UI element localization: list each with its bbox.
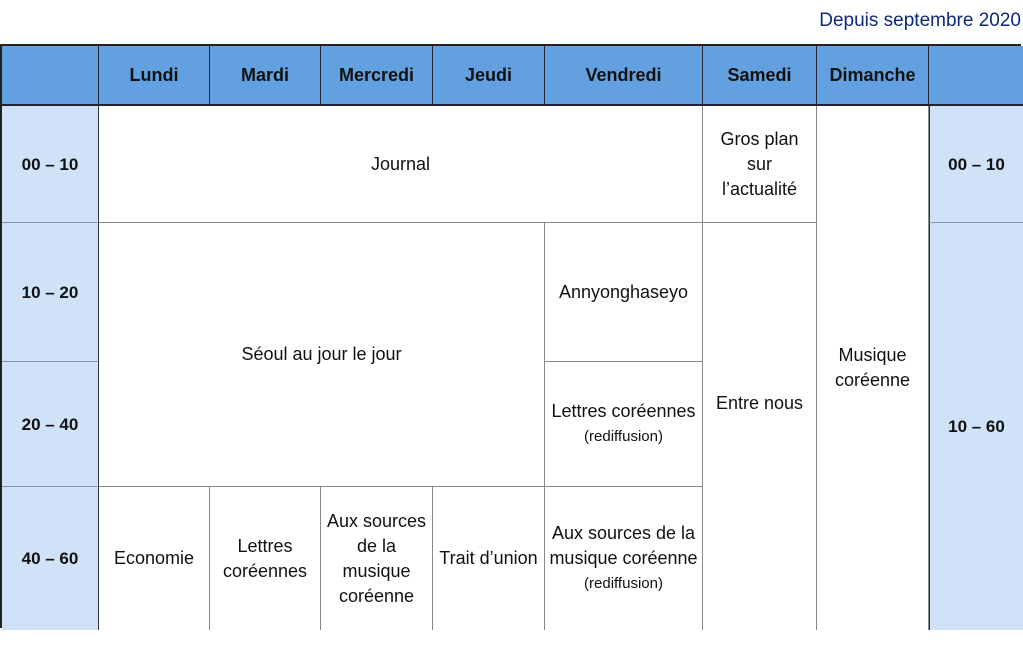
program-lettres-rediffusion bbox=[545, 362, 703, 487]
header-day-dimanche: Dimanche bbox=[817, 46, 929, 106]
program-entre-nous: Entre nous bbox=[703, 223, 817, 630]
header-day-mercredi: Mercredi bbox=[321, 46, 433, 106]
time-slot-right: 00 – 10 bbox=[929, 106, 1023, 223]
time-slot-left: 00 – 10 bbox=[2, 106, 99, 223]
schedule-subtitle: Depuis septembre 2020 bbox=[819, 10, 1021, 31]
header-day-samedi: Samedi bbox=[703, 46, 817, 106]
program-journal: Journal bbox=[99, 106, 703, 223]
header-corner-right bbox=[929, 46, 1023, 106]
time-slot-left: 10 – 20 bbox=[2, 223, 99, 362]
program-lettres-coreennes: Lettres coréennes bbox=[210, 487, 321, 630]
program-aux-sources: Aux sources de la musique coréenne bbox=[321, 487, 433, 630]
program-economie: Economie bbox=[99, 487, 210, 630]
schedule-table bbox=[0, 44, 1021, 628]
header-day-vendredi: Vendredi bbox=[545, 46, 703, 106]
program-seoul: Séoul au jour le jour bbox=[99, 223, 545, 487]
header-day-mardi: Mardi bbox=[210, 46, 321, 106]
header-day-lundi: Lundi bbox=[99, 46, 210, 106]
program-musique-coreenne: Musique coréenne bbox=[817, 106, 929, 630]
program-title: Aux sources de la musique coréenne bbox=[549, 523, 698, 568]
rediffusion-note: (rediffusion) bbox=[584, 428, 663, 445]
program-gros-plan: Gros plan sur l’actualité bbox=[703, 106, 817, 223]
program-title: Lettres coréennes bbox=[551, 401, 696, 421]
header-day-jeudi: Jeudi bbox=[433, 46, 545, 106]
time-slot-left: 20 – 40 bbox=[2, 362, 99, 487]
program-annyonghaseyo: Annyonghaseyo bbox=[545, 223, 703, 362]
program-trait-dunion: Trait d’union bbox=[433, 487, 545, 630]
header-corner-left bbox=[2, 46, 99, 106]
time-slot-right: 10 – 60 bbox=[929, 223, 1023, 630]
time-slot-left: 40 – 60 bbox=[2, 487, 99, 630]
rediffusion-note: (rediffusion) bbox=[584, 575, 663, 592]
program-aux-sources-rediffusion bbox=[545, 487, 703, 630]
